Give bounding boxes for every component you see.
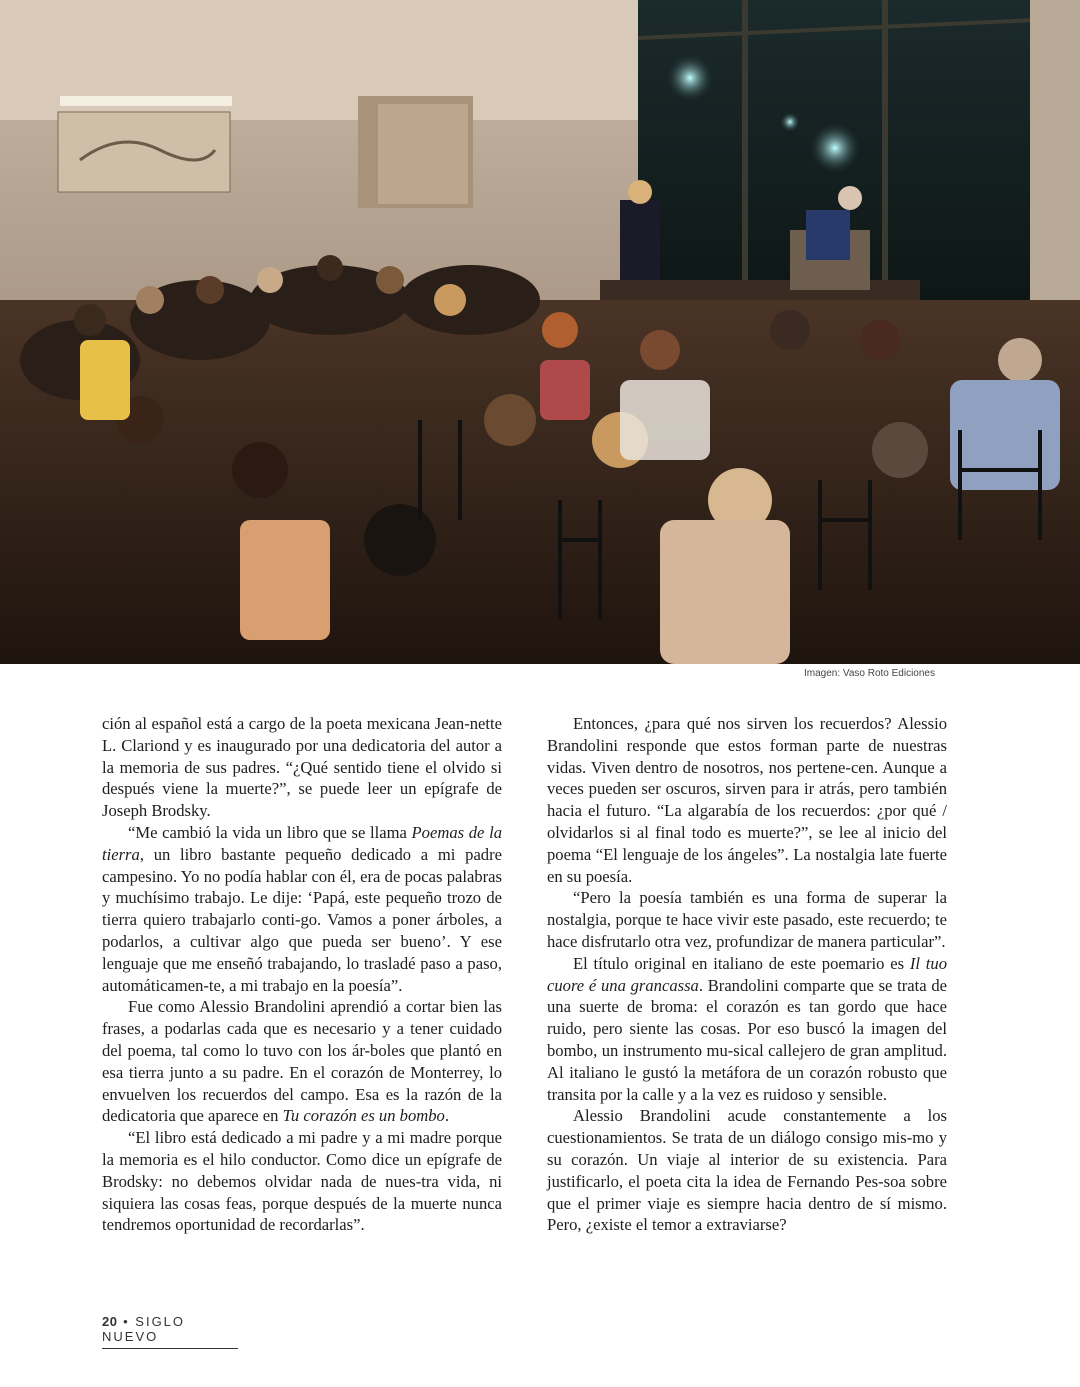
footer-separator: • [123,1314,130,1329]
book-title: Tu corazón es un bombo [282,1106,445,1126]
magazine-name: SIGLO NUEVO [102,1314,186,1344]
paragraph: Entonces, ¿para qué nos sirven los recuerdos? Alessio Brandolini responde que estos forman parte de nuestras vidas. Viven dentro de nosotros, nos pertene-cen. Aunque a veces pueden ser oscuros, sirven para ir atrás, pero también hacia el futuro. “La algarabía de los recuerdos: ¿por qué / olvidarlos si al final todo es muerte?”, se lee al inicio del poema “El lenguaje de los ángeles”. La nostalgia late fuerte en su poesía. [547,714,947,886]
page-footer [102,1314,238,1349]
book-title: Il tuo cuore é una grancassa [547,953,947,995]
photo-credit: Imagen: Vaso Roto Ediciones [803,668,935,679]
paragraph: ción al español está a cargo de la poeta mexicana Jean-nette L. Clariond y es inaugurado por una dedicatoria del autor a la memoria de sus padres. “¿Qué sentido tiene el olvido si después viene la muerte?”, se puede leer un epígrafe de Joseph Brodsky. [102,714,502,821]
paragraph: “Me cambió la vida un libro que se llama Poemas de la tierra, un libro bastante pequeño dedicado a mi padre campesino. Yo no podía hablar con él, era de pocas palabras y muchísimo trabajo. Le dije: ‘Papá, este pequeño trozo de tierra quiero trabajarlo conti-go. Vamos a poner árboles, a podarlos, a cultivar algo que pueda ser bueno’. Y ese lenguaje que me enseñó trabajando, lo trasladé paso a paso, automáticamen-te, a mi trabajo en la poesía”. [102,822,503,995]
event-photo [0,0,1080,664]
paragraph: Alessio Brandolini acude constantemente a los cuestionamientos. Se trata de un diálogo consigo mis-mo y su corazón. Un viaje al interior de su existencia. Para justificarlo, el poeta cita la idea de Fernando Pes-soa sobre que el primer viaje es siempre hacia dentro de sí mismo. Pero, ¿existe el temor a extraviarse? [547,1106,947,1235]
paragraph: “Pero la poesía también es una forma de superar la nostalgia, porque te hace vivir este pasado, este recuerdo; te hace disfrutarlo otra vez, profundizar de manera particular”. [547,888,947,951]
page-number: 20 [102,1314,118,1329]
paragraph: El título original en italiano de este poemario es Il tuo cuore é una grancassa. Brandolini comparte que se trata de una suerte de broma: el corazón es tan gordo que hace ruido, pero siente las cosas. Por eso buscó la imagen del bombo, un instrumento mu-sical callejero de gran amplitud. Al italiano le gustó la metáfora de un corazón robusto que transita por la calle y a la vez es ruidoso y sensible. [547,953,948,1104]
article-column-left [102,713,502,1236]
article-column-right [547,713,947,1236]
book-title: Poemas de la tierra [102,822,503,864]
paragraph: Fue como Alessio Brandolini aprendió a cortar bien las frases, a podarlas cada que es necesario y a tener cuidado del poema, tal como lo tuvo con los ár-boles que plantó en esa tierra junto a su padre. En el corazón de Monterrey, lo envuelven los recuerdos del campo. Esa es la razón de la dedicatoria que aparece en Tu corazón es un bombo. [102,997,502,1126]
paragraph: “El libro está dedicado a mi padre y a mi madre porque la memoria es el hilo conductor. Como dice un epígrafe de Brodsky: no debemos olvidar nada de nues-tra vida, ni siquiera las cosas feas, porque después de la muerte nunca tendremos oportunidad de recordarlas”. [102,1128,502,1235]
